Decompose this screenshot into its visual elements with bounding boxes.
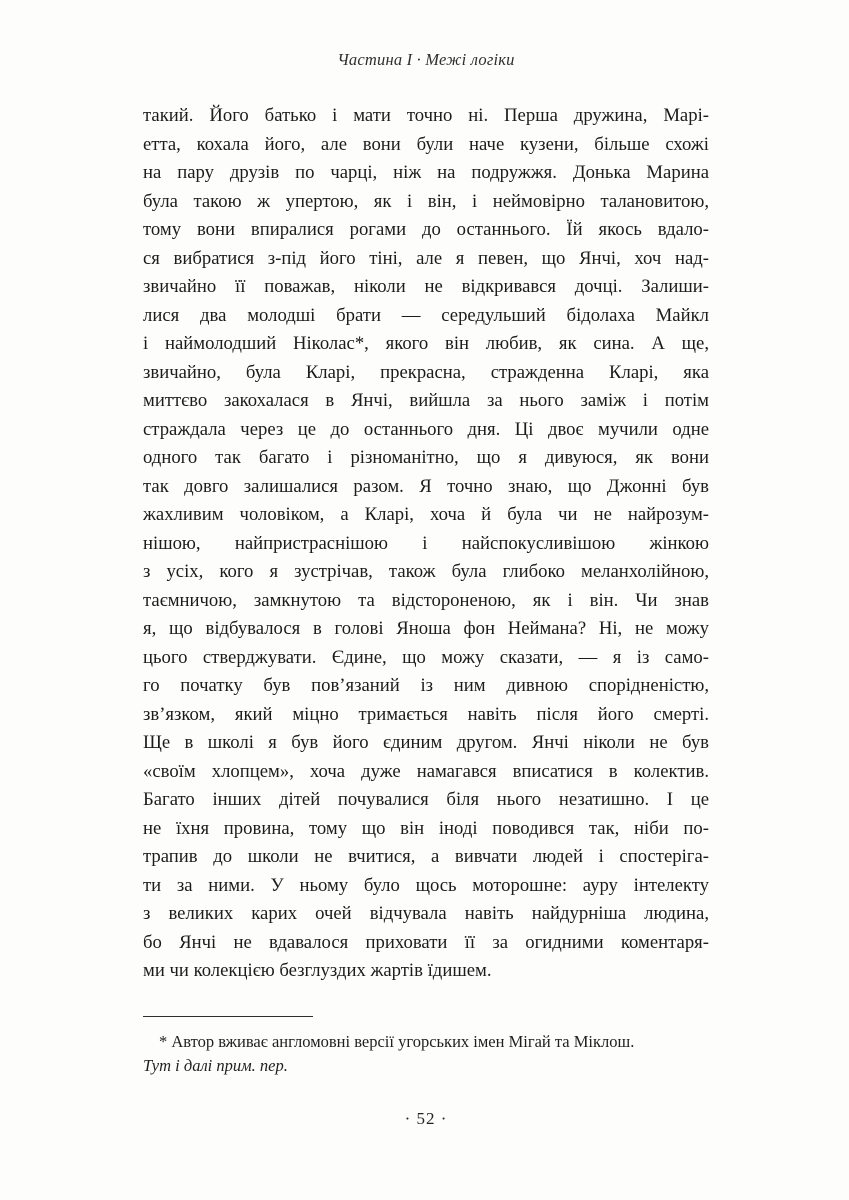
footnote: [143, 1016, 709, 1079]
body-line: таємничою, замкнутою та відстороненою, як і він. Чи знав: [143, 589, 709, 611]
body-line: з усіх, кого я зустрічав, також була глибоко меланхолійною,: [143, 561, 709, 582]
body-line: звичайно, була Кларі, прекрасна, стражденна Кларі, яка: [143, 361, 709, 383]
body-line: страждала через це до останнього дня. Ці двоє мучили одне: [143, 418, 709, 440]
footnote-text: [143, 1030, 709, 1079]
text-column: [143, 0, 709, 1129]
body-line: Багато інших дітей почувалися біля нього незатишно. І це: [143, 789, 709, 810]
body-line: лися два молодші брати — середульший бідолаха Майкл: [143, 304, 709, 326]
body-line: жахливим чоловіком, а Кларі, хоча й була чи не найрозум-: [143, 504, 709, 525]
body-line: одного так багато і різноманітно, що я дивуюся, як вони: [143, 447, 709, 468]
body-line: етта, кохала його, але вони були наче кузени, більше схожі: [143, 133, 709, 155]
footnote-separator: [143, 1016, 313, 1017]
footnote-body: Автор вживає англомовні версії угорських імен Мігай та Міклош.: [171, 1031, 635, 1051]
body-line: Ще в школі я був його єдиним другом. Янчі ніколи не був: [143, 732, 709, 753]
body-line: такий. Його батько і мати точно ні. Перша дружина, Марі-: [143, 105, 709, 126]
body-line: ми чи колекцією безглуздих жартів їдишем.: [143, 960, 492, 981]
body-line: з великих карих очей відчувала навіть найдурніша людина,: [143, 903, 709, 924]
body-line: і наймолодший Ніколас*, якого він любив, як сина. А ще,: [143, 333, 709, 354]
body-line: ся вибратися з-під його тіні, але я певен, що Янчі, хоч над-: [143, 247, 709, 269]
body-text: [143, 102, 709, 986]
body-line: не їхня провина, тому що він іноді поводився так, ніби по-: [143, 817, 709, 839]
body-line: миттєво закохалася в Янчі, вийшла за нього заміж і потім: [143, 390, 709, 411]
body-line: на пару друзів по чарці, ніж на подружжя. Донька Марина: [143, 162, 709, 183]
body-line: бо Янчі не вдавалося приховати її за огидними коментаря-: [143, 931, 709, 953]
body-line: я, що відбувалося в голові Яноша фон Неймана? Ні, не можу: [143, 618, 709, 639]
body-line: звичайно її поважав, ніколи не відкривався дочці. Залиши-: [143, 276, 709, 297]
body-line: зв’язком, який міцно тримається навіть після його смерті.: [143, 703, 709, 725]
body-line: ти за ними. У ньому було щось моторошне: ауру інтелекту: [143, 874, 709, 896]
page-number: · 52 ·: [404, 1108, 448, 1128]
footnote-marker: *: [159, 1031, 168, 1051]
body-line: тому вони впиралися рогами до останнього. Їй якось вдало-: [143, 219, 709, 240]
body-line: го початку був пов’язаний із ним дивною спорідненістю,: [143, 675, 709, 696]
body-line: нішою, найпристраснішою і найспокусливішою жінкою: [143, 532, 709, 554]
footnote-translator-note: Тут і далі прим. пер.: [143, 1056, 288, 1075]
body-line: так довго залишалися разом. Я точно знаю, що Джонні був: [143, 475, 709, 497]
running-header: Частина I · Межі логіки: [337, 50, 515, 69]
body-line: «своїм хлопцем», хоча дуже намагався вписатися в колектив.: [143, 760, 709, 782]
body-line: цього стверджувати. Єдине, що можу сказати, — я із само-: [143, 646, 709, 668]
body-line: була такою ж упертою, як і він, і неймовірно талановитою,: [143, 190, 709, 212]
body-line: трапив до школи не вчитися, а вивчати людей і спостеріга-: [143, 846, 709, 867]
